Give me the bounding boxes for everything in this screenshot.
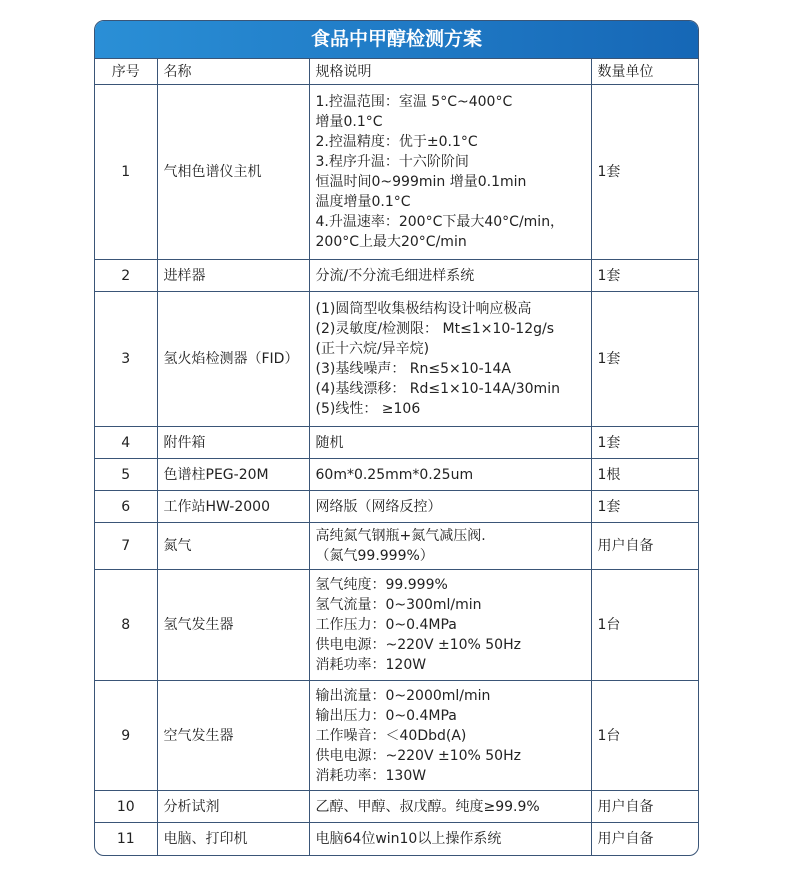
row-number: 11 <box>95 823 157 855</box>
table-title: 食品中甲醇检测方案 <box>95 21 698 58</box>
item-name: 附件箱 <box>157 427 309 459</box>
item-spec: (1)圆筒型收集极结构设计响应极高 (2)灵敏度/检测限： Mt≤1×10-12g/s (正十六烷/异辛烷) (3)基线噪声： Rn≤5×10-14A (4)基线漂移： Rd≤1×10-14A/30min (5)线性： ≥106 <box>309 292 591 427</box>
item-quantity: 用户自备 <box>591 523 698 570</box>
header-spec: 规格说明 <box>309 59 591 85</box>
table-row <box>95 491 698 523</box>
item-quantity: 1套 <box>591 260 698 292</box>
item-quantity: 用户自备 <box>591 823 698 855</box>
item-name: 氢火焰检测器（FID） <box>157 292 309 427</box>
item-name: 色谱柱PEG-20M <box>157 459 309 491</box>
item-quantity: 1台 <box>591 681 698 791</box>
row-number: 8 <box>95 570 157 681</box>
row-number: 4 <box>95 427 157 459</box>
spec-table <box>95 58 698 855</box>
item-quantity: 用户自备 <box>591 791 698 823</box>
item-spec: 输出流量：0~2000ml/min 输出压力：0~0.4MPa 工作噪音：＜40Dbd(A) 供电电源：~220V ±10% 50Hz 消耗功率：130W <box>309 681 591 791</box>
item-spec: 乙醇、甲醇、叔戊醇。纯度≥99.9% <box>309 791 591 823</box>
spec-table-container <box>94 20 699 856</box>
item-spec: 网络版（网络反控） <box>309 491 591 523</box>
item-name: 电脑、打印机 <box>157 823 309 855</box>
table-row <box>95 459 698 491</box>
row-number: 1 <box>95 85 157 260</box>
table-row <box>95 681 698 791</box>
table-row <box>95 260 698 292</box>
table-row <box>95 292 698 427</box>
item-quantity: 1套 <box>591 491 698 523</box>
row-number: 2 <box>95 260 157 292</box>
header-name: 名称 <box>157 59 309 85</box>
item-quantity: 1套 <box>591 85 698 260</box>
row-number: 9 <box>95 681 157 791</box>
item-name: 氮气 <box>157 523 309 570</box>
item-name: 空气发生器 <box>157 681 309 791</box>
table-row <box>95 85 698 260</box>
header-row <box>95 59 698 85</box>
table-row <box>95 823 698 855</box>
item-quantity: 1根 <box>591 459 698 491</box>
item-quantity: 1台 <box>591 570 698 681</box>
item-quantity: 1套 <box>591 292 698 427</box>
item-quantity: 1套 <box>591 427 698 459</box>
item-spec: 随机 <box>309 427 591 459</box>
item-spec: 分流/不分流毛细进样系统 <box>309 260 591 292</box>
item-name: 分析试剂 <box>157 791 309 823</box>
item-spec: 1.控温范围：室温 5°C~400°C 增量0.1°C 2.控温精度：优于±0.1°C 3.程序升温：十六阶阶间 恒温时间0~999min 增量0.1min 温度增量0.1°C 4.升温速率：200°C下最大40°C/min， 200°C上最大20°C/min <box>309 85 591 260</box>
item-name: 进样器 <box>157 260 309 292</box>
table-row <box>95 791 698 823</box>
row-number: 5 <box>95 459 157 491</box>
table-row <box>95 427 698 459</box>
row-number: 7 <box>95 523 157 570</box>
item-name: 氢气发生器 <box>157 570 309 681</box>
row-number: 3 <box>95 292 157 427</box>
table-row <box>95 523 698 570</box>
item-spec: 高纯氮气钢瓶+氮气减压阀. （氮气99.999%） <box>309 523 591 570</box>
item-name: 工作站HW-2000 <box>157 491 309 523</box>
header-qty: 数量单位 <box>591 59 698 85</box>
table-row <box>95 570 698 681</box>
row-number: 6 <box>95 491 157 523</box>
item-spec: 电脑64位win10以上操作系统 <box>309 823 591 855</box>
item-spec: 氢气纯度：99.999% 氢气流量：0~300ml/min 工作压力：0~0.4MPa 供电电源：~220V ±10% 50Hz 消耗功率：120W <box>309 570 591 681</box>
item-spec: 60m*0.25mm*0.25um <box>309 459 591 491</box>
item-name: 气相色谱仪主机 <box>157 85 309 260</box>
header-no: 序号 <box>95 59 157 85</box>
row-number: 10 <box>95 791 157 823</box>
